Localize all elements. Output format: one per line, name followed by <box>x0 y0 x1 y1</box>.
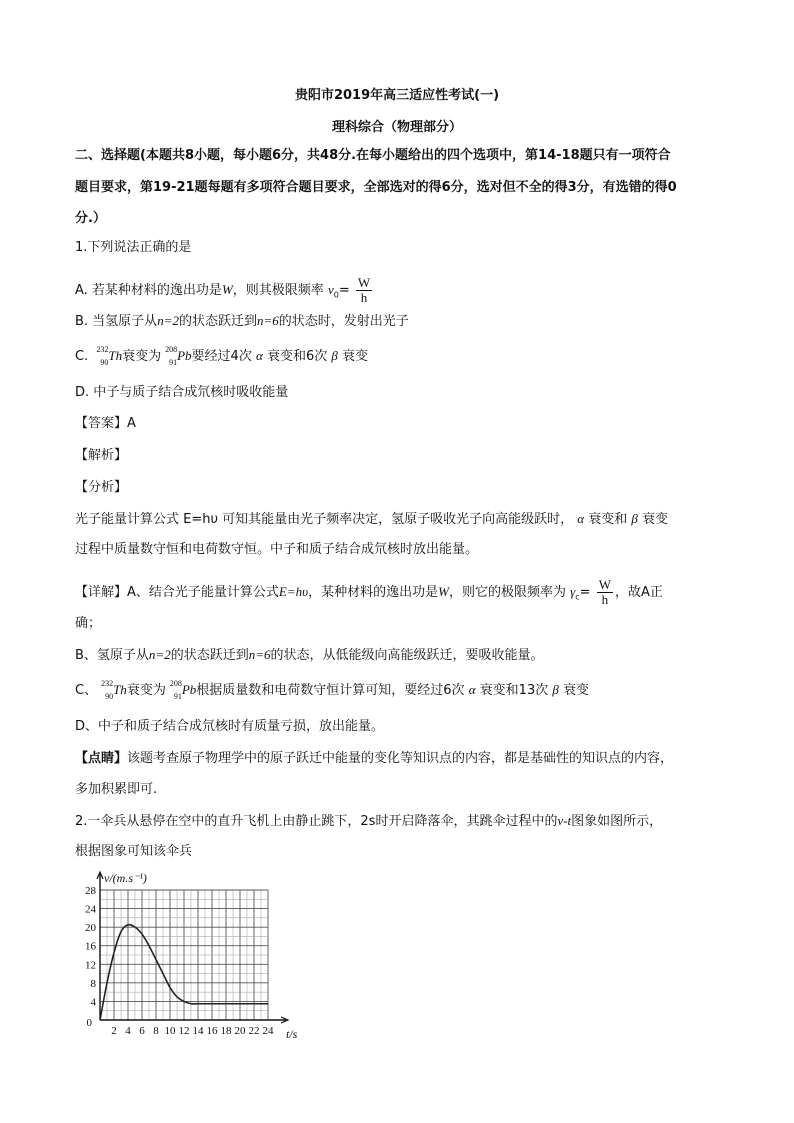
detail-a4: ，故A正 <box>614 585 663 600</box>
atomic-number: 91 <box>169 357 178 367</box>
fenxi-line1b: 衰变和 <box>588 512 628 527</box>
q1-option-c-post3: 衰变 <box>341 349 368 364</box>
detail-line-d: D、中子和质子结合成氘核时有质量亏损，放出能量。 <box>75 719 385 734</box>
thorium-symbol: Th <box>113 682 127 697</box>
y-tick-label: 24 <box>85 903 96 916</box>
q1-answer <box>75 415 136 433</box>
thorium-symbol: Th <box>108 348 123 363</box>
section-instructions-line1: 二、选择题(本题共8小题，每小题6分，共48分.在每小题给出的四个选项中，第14-18题只有一项符合 <box>75 148 671 163</box>
vt-chart <box>78 868 318 1058</box>
lead-symbol: Pb <box>181 682 197 697</box>
atomic-number: 90 <box>105 691 114 701</box>
q2-vt: v-t <box>557 813 572 828</box>
q2-stem-1: 2.一伞兵从悬停在空中的直升飞机上由静止跳下，2s时开启降落伞，其跳伞过程中的 <box>75 814 558 829</box>
point-tag: 【点睛】 <box>75 751 128 766</box>
fenxi-line2: 过程中质量数守恒和电荷数守恒。中子和质子结合成氘核时放出能量。 <box>75 542 479 557</box>
detail-c2: 根据质量数和电荷数守恒计算可知，要经过6次 <box>196 683 465 698</box>
lead-symbol: Pb <box>177 348 192 363</box>
detail-b1: B、氢原子从 <box>75 648 149 663</box>
point-line2: 多加积累即可. <box>75 782 158 797</box>
y-tick-label: 16 <box>85 940 96 953</box>
alpha-symbol: α <box>255 348 263 363</box>
fraction-numerator: W <box>598 577 611 592</box>
x-tick-label: 8 <box>153 1025 159 1037</box>
x-tick-label: 24 <box>262 1025 274 1037</box>
gamma-symbol: γ <box>570 584 576 599</box>
q1-option-b-n6: n=6 <box>256 313 279 328</box>
beta-symbol: β <box>552 682 559 697</box>
point-text: 该题考查原子物理学中的原子跃迁中能量的变化等知识点的内容，都是基础性的知识点的内容， <box>127 751 674 766</box>
fenxi-line1 <box>75 510 668 529</box>
detail-a5: 确； <box>75 616 102 631</box>
answer-tag: 【答案】 <box>75 416 128 431</box>
answer-value: A <box>127 416 136 431</box>
fraction-denominator: h <box>597 592 613 607</box>
detail-tag: 【详解】 <box>75 585 128 600</box>
q1-option-c-post2: 衰变和6次 <box>266 349 328 364</box>
detail-a2: ，某种材料的逸出功是 <box>308 585 439 600</box>
q1-option-d: D. 中子与质子结合成氘核时吸收能量 <box>75 385 289 400</box>
fenxi-tag: 【分析】 <box>75 480 128 495</box>
gamma-sub: c <box>575 592 580 602</box>
x-tick-label: 6 <box>139 1025 145 1037</box>
x-tick-label: 2 <box>111 1025 117 1037</box>
q1-option-b <box>75 312 409 331</box>
q2-stem-2: 图象如图所示， <box>571 814 663 829</box>
x-tick-label: 10 <box>164 1025 176 1037</box>
x-tick-label: 16 <box>206 1025 218 1037</box>
fenxi-line1a: 光子能量计算公式 E=hυ 可知其能量由光子频率决定，氢原子吸收光子向高能级跃时， <box>75 512 574 527</box>
alpha-symbol: α <box>468 682 476 697</box>
q1-option-b-n2: n=2 <box>157 313 179 328</box>
exam-title: 贵阳市2019年高三适应性考试(一) <box>294 88 500 103</box>
detail-b2: 的状态跃迁到 <box>170 648 249 663</box>
detail-a-w: W <box>438 584 449 599</box>
detail-a-eq: E=hυ <box>278 584 309 599</box>
mass-number: 208 <box>165 344 178 354</box>
detail-c1: C、 <box>75 683 98 698</box>
detail-c4: 衰变 <box>562 683 589 698</box>
y-tick-label: 20 <box>85 922 96 935</box>
q1-option-a-fraction <box>356 276 372 305</box>
q1-option-b-1: B. 当氢原子从 <box>75 314 158 329</box>
q1-option-a-mid: ，则其极限频率 <box>232 283 324 298</box>
q1-option-b-2: 的状态跃迁到 <box>178 314 257 329</box>
detail-b-n2: n=2 <box>148 647 171 662</box>
q1-option-a <box>75 276 374 305</box>
detail-line-a <box>75 578 663 607</box>
fenxi-line1c: 衰变 <box>642 512 669 527</box>
mass-number: 232 <box>96 344 109 354</box>
x-tick-label: 20 <box>234 1025 246 1037</box>
section-instructions-line2: 题目要求，第19-21题每题有多项符合题目要求，全部选对的得6分，选对但不全的得3分，有选错的得0 <box>75 180 677 195</box>
fraction-denominator: h <box>356 290 372 305</box>
detail-a1: A、结合光子能量计算公式 <box>127 585 279 600</box>
thorium-nuclide <box>92 344 109 367</box>
detail-c-mid: 衰变为 <box>126 683 166 698</box>
q1-option-a-w: W <box>221 282 233 297</box>
alpha-symbol: α <box>577 511 585 526</box>
equals: = <box>579 585 591 600</box>
mass-number: 208 <box>169 678 182 688</box>
q1-option-a-pre: A. 若某种材料的逸出功是 <box>75 283 222 298</box>
lead-nuclide <box>166 678 182 701</box>
x-tick-label: 4 <box>125 1025 131 1037</box>
y-tick-label: 8 <box>90 977 96 990</box>
x-tick-label: 14 <box>192 1025 204 1037</box>
q1-option-a-eq: = <box>338 283 350 298</box>
x-tick-label: 18 <box>220 1025 232 1037</box>
q2-stem-line2: 根据图象可知该伞兵 <box>75 844 193 859</box>
detail-c3: 衰变和13次 <box>479 683 549 698</box>
mass-number: 232 <box>101 678 114 688</box>
point-line1 <box>75 750 673 768</box>
section-instructions-line3: 分.） <box>75 211 106 226</box>
beta-symbol: β <box>331 348 338 363</box>
x-tick-label: 12 <box>178 1025 190 1037</box>
y-tick-label: 28 <box>85 885 96 897</box>
y-tick-label: 12 <box>85 959 96 972</box>
atomic-number: 90 <box>100 357 109 367</box>
detail-b-n6: n=6 <box>248 647 271 662</box>
atomic-number: 91 <box>173 691 182 701</box>
q2-stem-line1 <box>75 812 662 831</box>
beta-symbol: β <box>631 511 638 526</box>
fraction-numerator: W <box>357 275 371 290</box>
q1-option-a-nu: ν <box>327 282 334 297</box>
q1-option-c-pre: C. <box>75 349 93 364</box>
q1-option-c <box>75 344 368 367</box>
analysis-tag: 【解析】 <box>75 448 128 463</box>
x-axis-label: t/s <box>286 1027 298 1041</box>
detail-a-fraction <box>597 578 613 607</box>
detail-b3: 的状态，从低能级向高能级跃迁，要吸收能量。 <box>270 648 544 663</box>
origin-label: 0 <box>86 1017 92 1029</box>
y-tick-label: 4 <box>90 996 96 1009</box>
detail-line-b <box>75 646 544 665</box>
q1-option-b-3: 的状态时，发射出光子 <box>278 314 409 329</box>
detail-a3: ，则它的极限频率为 <box>448 585 566 600</box>
detail-line-c <box>75 678 589 701</box>
q1-option-c-mid: 衰变为 <box>122 349 162 364</box>
y-axis-label: v/(m.s⁻¹) <box>104 871 147 885</box>
q1-stem: 1.下列说法正确的是 <box>75 240 192 255</box>
q1-option-a-sub: 0 <box>333 290 339 300</box>
x-tick-label: 22 <box>248 1025 260 1037</box>
thorium-nuclide <box>97 678 114 701</box>
lead-nuclide <box>161 344 178 367</box>
q1-option-c-post: 要经过4次 <box>191 349 252 364</box>
exam-subtitle: 理科综合（物理部分） <box>331 120 462 135</box>
